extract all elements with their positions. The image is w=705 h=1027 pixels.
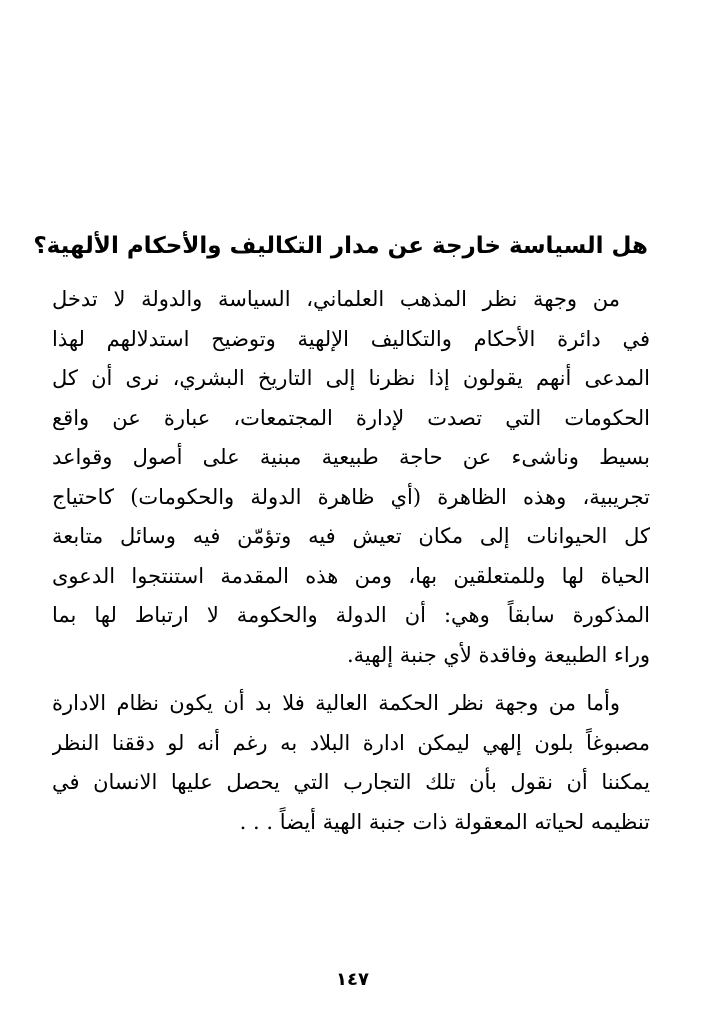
paragraph-1 bbox=[52, 280, 650, 675]
paragraph-line: الحياة لها وللمتعلقين بها، ومن هذه المقدمة استنتجوا الدعوى bbox=[52, 563, 650, 588]
paragraph-line: من وجهة نظر المذهب العلماني، السياسة والدولة لا تدخل bbox=[52, 287, 620, 311]
paragraph-line: تنظيمه لحياته المعقولة ذات جنبة الهية أيضاً . . . bbox=[239, 809, 650, 834]
paragraph-line: وأما من وجهة نظر الحكمة العالية فلا بد أن يكون نظام الادارة bbox=[52, 691, 620, 715]
section-heading: هل السياسة خارجة عن مدار التكاليف والأحكام الألهية؟ bbox=[33, 233, 648, 259]
paragraph-line: المذكورة سابقاً وهي: أن الدولة والحكومة لا ارتباط لها بما bbox=[52, 603, 650, 627]
paragraph-line: بسيط وناشىء عن حاجة طبيعية مبنية على أصول وقواعد bbox=[52, 445, 650, 469]
paragraph-line: في دائرة الأحكام والتكاليف الإلهية وتوضيح استدلالهم لهذا bbox=[52, 326, 650, 351]
paragraph-line: مصبوغاً بلون إلهي ليمكن ادارة البلاد به رغم أنه لو دققنا النظر bbox=[52, 730, 650, 755]
paragraph-line: وراء الطبيعة وفاقدة لأي جنبة إلهية. bbox=[346, 642, 650, 667]
paragraph-line: الحكومات التي تصدت لإدارة المجتمعات، عبارة عن واقع bbox=[52, 405, 650, 430]
paragraph-line: كل الحيوانات إلى مكان تعيش فيه وتؤمّن فيه وسائل متابعة bbox=[52, 524, 650, 548]
page-number: ١٤٧ bbox=[336, 969, 369, 990]
paragraph-2 bbox=[52, 684, 650, 842]
paragraph-line: يمكننا أن نقول بأن تلك التجارب التي يحصل عليها الانسان في bbox=[52, 770, 650, 794]
paragraph-line: تجريبية، وهذه الظاهرة (أي ظاهرة الدولة والحكومات) كاحتياج bbox=[52, 484, 650, 509]
paragraph-line: المدعى أنهم يقولون إذا نظرنا إلى التاريخ البشري، نرى أن كل bbox=[52, 366, 650, 390]
